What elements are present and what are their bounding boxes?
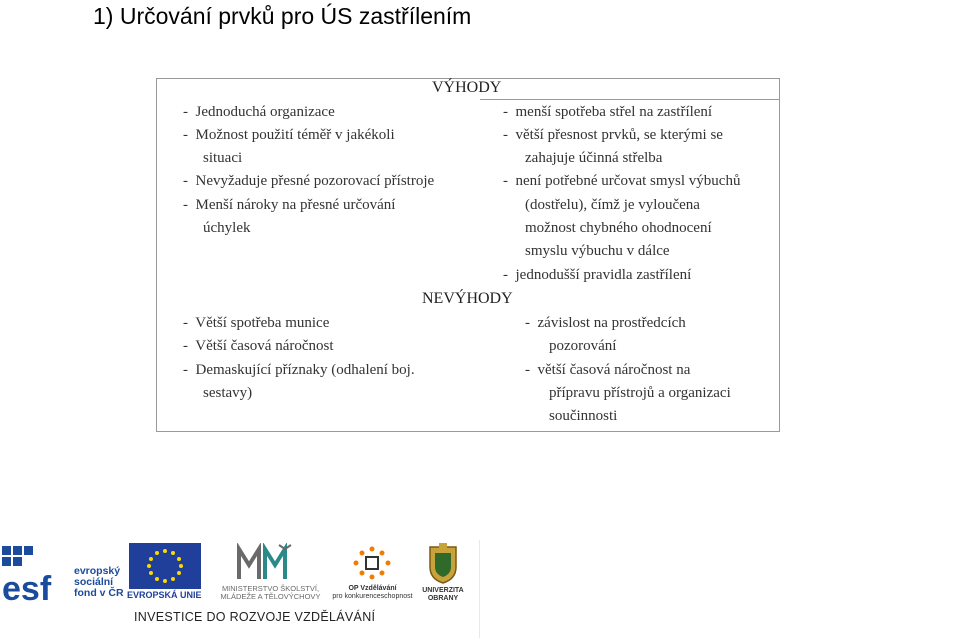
footer-right-panel (479, 540, 960, 638)
esf-mark-icon (2, 544, 74, 602)
list-item: - Možnost použití téměř v jakékoli (183, 127, 395, 143)
list-item: smyslu výbuchu v dálce (525, 243, 670, 259)
list-item: zahajuje účinná střelba (525, 150, 663, 166)
list-item: - jednodušší pravidla zastřílení (503, 267, 692, 283)
advantages-header: VÝHODY (432, 79, 502, 96)
list-item: - Nevyžaduje přesné pozorovací přístroje (183, 173, 435, 189)
list-item: - závislost na prostředcích (525, 315, 686, 331)
esf-label-line2: sociální (74, 576, 114, 588)
uo-crest-icon (426, 543, 460, 585)
eu-logo (127, 543, 207, 603)
svg-text:esf: esf (2, 570, 52, 602)
list-item: přípravu přístrojů a organizaci (549, 385, 731, 401)
list-item: - Větší časová náročnost (183, 338, 334, 354)
list-item: (dostřelu), čímž je vyloučena (525, 197, 700, 213)
list-item: - není potřebné určovat smysl výbuchů (503, 173, 741, 189)
msmt-logo (205, 543, 335, 603)
msmt-label-line1: MINISTERSTVO ŠKOLSTVÍ, (221, 584, 320, 593)
list-item: úchylek (203, 220, 251, 236)
op-mark-icon (348, 543, 398, 583)
list-item: - Větší spotřeba munice (183, 315, 330, 331)
uo-label-line1: UNIVERZITA (422, 587, 464, 594)
footer-slogan: INVESTICE DO ROZVOJE VZDĚLÁVÁNÍ (134, 610, 376, 624)
list-item: - větší přesnost prvků, se kterými se (503, 127, 723, 143)
esf-label-line3: fond v ČR (74, 587, 124, 599)
list-item: - Jednoduchá organizace (183, 104, 335, 120)
list-item: - Menší nároky na přesné určování (183, 197, 396, 213)
list-item: - menší spotřeba střel na zastřílení (503, 104, 713, 120)
uo-label-line2: OBRANY (427, 595, 459, 602)
list-item: součinnosti (549, 408, 618, 424)
eu-flag-icon (129, 543, 201, 589)
op-logo (330, 543, 415, 603)
msmt-label-line2: MLÁDEŽE A TĚLOVÝCHOVY (220, 592, 321, 601)
list-item: sestavy) (203, 385, 253, 401)
list-item: - větší časová náročnost na (525, 362, 691, 378)
advantages-header-cell (480, 78, 780, 100)
esf-label-line1: evropský (74, 565, 121, 577)
esf-logo (2, 544, 122, 602)
msmt-mark-icon (235, 543, 295, 583)
op-label-line2: pro konkurenceschopnost (332, 593, 413, 600)
list-item: - Demaskující příznaky (odhalení boj. (183, 362, 415, 378)
eu-label: EVROPSKÁ UNIE (127, 590, 202, 600)
disadvantages-header: NEVÝHODY (422, 290, 513, 307)
list-item: situaci (203, 150, 243, 166)
uo-logo (418, 543, 468, 603)
list-item: možnost chybného ohodnocení (525, 220, 712, 236)
list-item: pozorování (549, 338, 617, 354)
page-title: 1) Určování prvků pro ÚS zastřílením (93, 3, 472, 29)
op-label-line1: OP Vzdělávání (348, 585, 397, 592)
